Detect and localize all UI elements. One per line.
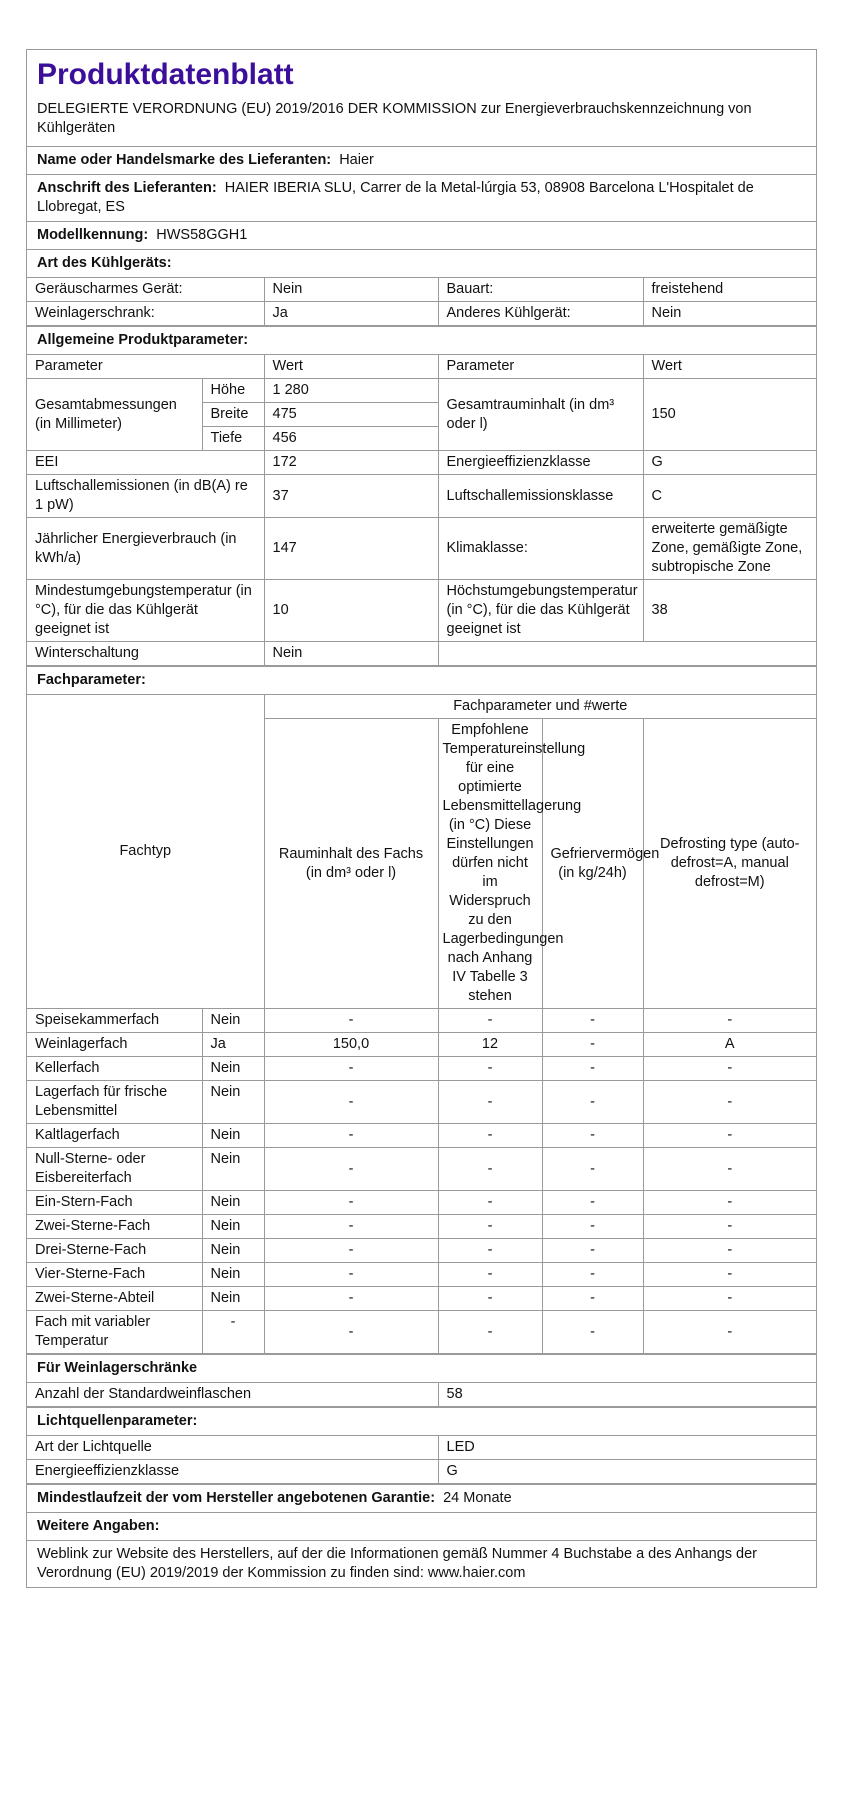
compartment-volume: - bbox=[264, 1311, 438, 1354]
height-value: 1 280 bbox=[264, 379, 438, 403]
general-header-label: Allgemeine Produktparameter: bbox=[37, 332, 249, 348]
other-appliance-value: Nein bbox=[643, 302, 816, 326]
compartment-name: Null-Sterne- oder Eisbereiterfach bbox=[27, 1148, 202, 1191]
compartment-defrost: - bbox=[643, 1057, 816, 1081]
address-row bbox=[27, 175, 816, 222]
table-row bbox=[27, 580, 816, 642]
min-temp-value: 10 bbox=[264, 580, 438, 642]
table-row bbox=[27, 1311, 816, 1354]
wine-cabinet-value: Ja bbox=[264, 302, 438, 326]
table-row bbox=[27, 302, 816, 326]
page-title: Produktdatenblatt bbox=[37, 58, 294, 91]
max-temp-label: Höchstumgebungstemperatur (in °C), für die das Kühlgerät geeignet ist bbox=[438, 580, 643, 642]
col-parameter: Parameter bbox=[438, 355, 643, 379]
compartment-name: Zwei-Sterne-Fach bbox=[27, 1215, 202, 1239]
other-appliance-label: Anderes Kühlgerät: bbox=[438, 302, 643, 326]
compartment-name: Speisekammerfach bbox=[27, 1009, 202, 1033]
eei-value: 172 bbox=[264, 451, 438, 475]
compartment-present: Nein bbox=[202, 1263, 264, 1287]
table-row bbox=[27, 451, 816, 475]
regulation-subtitle: DELEGIERTE VERORDNUNG (EU) 2019/2016 DER KOMMISSION zur Energieverbrauchskennzeichnung von Kühlgeräten bbox=[37, 101, 752, 136]
compartment-present: Nein bbox=[202, 1287, 264, 1311]
compartment-defrost: - bbox=[643, 1191, 816, 1215]
energy-label: Jährlicher Energieverbrauch (in kWh/a) bbox=[27, 518, 264, 580]
compartment-defrost: - bbox=[643, 1215, 816, 1239]
max-temp-value: 38 bbox=[643, 580, 816, 642]
compartment-freeze: - bbox=[542, 1057, 643, 1081]
address-label: Anschrift des Lieferanten: bbox=[37, 180, 217, 196]
compartment-temp: - bbox=[438, 1081, 542, 1124]
sheet-header bbox=[27, 50, 816, 147]
noise-class-label: Luftschallemissionsklasse bbox=[438, 475, 643, 518]
table-row bbox=[27, 1287, 816, 1311]
compartment-temp: - bbox=[438, 1057, 542, 1081]
address-value: HAIER IBERIA SLU, Carrer de la Metal-lúrgia 53, 08908 Barcelona L'Hospitalet de Llobregat, ES bbox=[37, 180, 754, 215]
compartment-present: Nein bbox=[202, 1009, 264, 1033]
light-class-value: G bbox=[438, 1460, 816, 1484]
compartment-volume: - bbox=[264, 1009, 438, 1033]
col-recommended-temp: Empfohlene Temperatureinstellung für eine optimierte Lebensmittellagerung (in °C) Diese Einstellungen dürfen nicht im Widerspruch zu den Lagerbedingungen nach Anhang IV Tabelle 3 stehen bbox=[438, 719, 542, 1009]
compartment-freeze: - bbox=[542, 1148, 643, 1191]
compartment-name: Zwei-Sterne-Abteil bbox=[27, 1287, 202, 1311]
compartment-freeze: - bbox=[542, 1215, 643, 1239]
compartment-defrost: - bbox=[643, 1263, 816, 1287]
col-defrosting-type: Defrosting type (auto-defrost=A, manual defrost=M) bbox=[643, 719, 816, 1009]
compartment-freeze: - bbox=[542, 1263, 643, 1287]
compartment-defrost: - bbox=[643, 1239, 816, 1263]
col-value: Wert bbox=[643, 355, 816, 379]
table-row bbox=[27, 1057, 816, 1081]
compartment-present: Ja bbox=[202, 1033, 264, 1057]
compartment-freeze: - bbox=[542, 1009, 643, 1033]
table-row bbox=[27, 1383, 816, 1407]
eei-label: EEI bbox=[27, 451, 264, 475]
more-info-text: Weblink zur Website des Herstellers, auf der die Informationen gemäß Nummer 4 Buchstabe a des Anhangs der Verordnung (EU) 2019/2019 der Kommission zu finden sind: www.haier.com bbox=[37, 1546, 757, 1581]
compartment-present: Nein bbox=[202, 1148, 264, 1191]
more-header bbox=[27, 1513, 816, 1541]
light-type-value: LED bbox=[438, 1436, 816, 1460]
compartment-temp: - bbox=[438, 1311, 542, 1354]
model-row bbox=[27, 222, 816, 250]
table-row bbox=[27, 1263, 816, 1287]
compartment-temp: - bbox=[438, 1191, 542, 1215]
more-info bbox=[27, 1541, 816, 1587]
table-row bbox=[27, 1009, 816, 1033]
table-row bbox=[27, 355, 816, 379]
energy-class-value: G bbox=[643, 451, 816, 475]
winter-label: Winterschaltung bbox=[27, 642, 264, 666]
table-row bbox=[27, 1460, 816, 1484]
table-row bbox=[27, 475, 816, 518]
noise-class-value: C bbox=[643, 475, 816, 518]
depth-label: Tiefe bbox=[202, 427, 264, 451]
width-label: Breite bbox=[202, 403, 264, 427]
compartment-volume: - bbox=[264, 1057, 438, 1081]
compartment-defrost: - bbox=[643, 1081, 816, 1124]
compartment-defrost: - bbox=[643, 1009, 816, 1033]
type-table bbox=[27, 278, 816, 326]
dims-label: Gesamtabmessungen (in Millimeter) bbox=[27, 379, 202, 451]
energy-class-label: Energieeffizienzklasse bbox=[438, 451, 643, 475]
col-value: Wert bbox=[264, 355, 438, 379]
more-header-label: Weitere Angaben: bbox=[37, 1518, 160, 1534]
compartment-volume: - bbox=[264, 1239, 438, 1263]
compartment-temp: - bbox=[438, 1009, 542, 1033]
compartment-volume: - bbox=[264, 1124, 438, 1148]
supplier-label: Name oder Handelsmarke des Lieferanten: bbox=[37, 152, 332, 168]
compartment-defrost: - bbox=[643, 1148, 816, 1191]
compartment-temp: - bbox=[438, 1148, 542, 1191]
compartment-present: Nein bbox=[202, 1239, 264, 1263]
wine-table bbox=[27, 1383, 816, 1407]
table-row bbox=[27, 1215, 816, 1239]
compartment-volume: - bbox=[264, 1287, 438, 1311]
compartment-temp: - bbox=[438, 1287, 542, 1311]
col-group: Fachparameter und #werte bbox=[264, 695, 816, 719]
compartment-present: Nein bbox=[202, 1191, 264, 1215]
table-row bbox=[27, 278, 816, 302]
compartment-volume: 150,0 bbox=[264, 1033, 438, 1057]
min-temp-label: Mindestumgebungstemperatur (in °C), für die das Kühlgerät geeignet ist bbox=[27, 580, 264, 642]
wine-header-label: Für Weinlagerschränke bbox=[37, 1360, 198, 1376]
table-row bbox=[27, 1081, 816, 1124]
warranty-label: Mindestlaufzeit der vom Hersteller angebotenen Garantie: bbox=[37, 1490, 436, 1506]
climate-value: erweiterte gemäßigte Zone, gemäßigte Zone, subtropische Zone bbox=[643, 518, 816, 580]
energy-value: 147 bbox=[264, 518, 438, 580]
compartment-freeze: - bbox=[542, 1311, 643, 1354]
compartment-volume: - bbox=[264, 1215, 438, 1239]
compartment-present: - bbox=[202, 1311, 264, 1354]
compartment-name: Kellerfach bbox=[27, 1057, 202, 1081]
table-row bbox=[27, 1148, 816, 1191]
volume-value: 150 bbox=[643, 379, 816, 451]
volume-label: Gesamtrauminhalt (in dm³ oder l) bbox=[438, 379, 643, 451]
table-row bbox=[27, 379, 816, 403]
compartment-defrost: - bbox=[643, 1311, 816, 1354]
empty-cell bbox=[438, 642, 816, 666]
compartment-freeze: - bbox=[542, 1081, 643, 1124]
compartment-name: Lagerfach für frische Lebensmittel bbox=[27, 1081, 202, 1124]
noise-label: Luftschallemissionen (in dB(A) re 1 pW) bbox=[27, 475, 264, 518]
col-freezing-capacity: Gefriervermögen (in kg/24h) bbox=[542, 719, 643, 1009]
compartment-present: Nein bbox=[202, 1057, 264, 1081]
supplier-value: Haier bbox=[339, 152, 374, 168]
compartment-volume: - bbox=[264, 1263, 438, 1287]
table-row bbox=[27, 642, 816, 666]
warranty-row bbox=[27, 1484, 816, 1513]
compartment-volume: - bbox=[264, 1148, 438, 1191]
model-value: HWS58GGH1 bbox=[156, 227, 248, 243]
compartment-defrost: - bbox=[643, 1124, 816, 1148]
compartment-defrost: - bbox=[643, 1287, 816, 1311]
supplier-row bbox=[27, 147, 816, 175]
compartment-name: Weinlagerfach bbox=[27, 1033, 202, 1057]
col-parameter: Parameter bbox=[27, 355, 264, 379]
compartment-freeze: - bbox=[542, 1287, 643, 1311]
wine-cabinet-label: Weinlagerschrank: bbox=[27, 302, 264, 326]
compartment-temp: - bbox=[438, 1215, 542, 1239]
height-label: Höhe bbox=[202, 379, 264, 403]
compartment-volume: - bbox=[264, 1081, 438, 1124]
compartment-freeze: - bbox=[542, 1191, 643, 1215]
compartment-rows bbox=[27, 1009, 816, 1354]
compartment-header bbox=[27, 666, 816, 695]
bottle-count-label: Anzahl der Standardweinflaschen bbox=[27, 1383, 438, 1407]
compartment-name: Kaltlagerfach bbox=[27, 1124, 202, 1148]
compartment-freeze: - bbox=[542, 1239, 643, 1263]
light-type-label: Art der Lichtquelle bbox=[27, 1436, 438, 1460]
compartment-freeze: - bbox=[542, 1124, 643, 1148]
compartment-temp: - bbox=[438, 1263, 542, 1287]
col-compartment-type: Fachtyp bbox=[27, 695, 264, 1009]
noise-device-label: Geräuscharmes Gerät: bbox=[27, 278, 264, 302]
type-header bbox=[27, 250, 816, 278]
noise-value: 37 bbox=[264, 475, 438, 518]
compartment-freeze: - bbox=[542, 1033, 643, 1057]
warranty-value: 24 Monate bbox=[443, 1490, 512, 1506]
table-row bbox=[27, 518, 816, 580]
table-row bbox=[27, 1436, 816, 1460]
table-row bbox=[27, 695, 816, 719]
model-label: Modellkennung: bbox=[37, 227, 149, 243]
product-data-sheet bbox=[26, 49, 817, 1588]
compartment-name: Ein-Stern-Fach bbox=[27, 1191, 202, 1215]
light-table bbox=[27, 1436, 816, 1484]
table-row bbox=[27, 1239, 816, 1263]
climate-label: Klimaklasse: bbox=[438, 518, 643, 580]
construction-value: freistehend bbox=[643, 278, 816, 302]
light-header bbox=[27, 1407, 816, 1436]
compartment-name: Drei-Sterne-Fach bbox=[27, 1239, 202, 1263]
compartment-temp: 12 bbox=[438, 1033, 542, 1057]
light-header-label: Lichtquellenparameter: bbox=[37, 1413, 198, 1429]
noise-device-value: Nein bbox=[264, 278, 438, 302]
compartment-volume: - bbox=[264, 1191, 438, 1215]
winter-value: Nein bbox=[264, 642, 438, 666]
compartment-temp: - bbox=[438, 1239, 542, 1263]
table-row bbox=[27, 1124, 816, 1148]
compartment-header-label: Fachparameter: bbox=[37, 672, 146, 688]
compartment-name: Vier-Sterne-Fach bbox=[27, 1263, 202, 1287]
compartment-present: Nein bbox=[202, 1215, 264, 1239]
depth-value: 456 bbox=[264, 427, 438, 451]
compartment-present: Nein bbox=[202, 1081, 264, 1124]
compartment-name: Fach mit variabler Temperatur bbox=[27, 1311, 202, 1354]
table-row bbox=[27, 1191, 816, 1215]
general-header bbox=[27, 326, 816, 355]
compartment-present: Nein bbox=[202, 1124, 264, 1148]
bottle-count-value: 58 bbox=[438, 1383, 816, 1407]
wine-header bbox=[27, 1354, 816, 1383]
table-row bbox=[27, 1033, 816, 1057]
light-class-label: Energieeffizienzklasse bbox=[27, 1460, 438, 1484]
type-header-label: Art des Kühlgeräts: bbox=[37, 255, 172, 271]
col-volume: Rauminhalt des Fachs (in dm³ oder l) bbox=[264, 719, 438, 1009]
construction-label: Bauart: bbox=[438, 278, 643, 302]
compartment-temp: - bbox=[438, 1124, 542, 1148]
compartment-table bbox=[27, 695, 816, 1354]
width-value: 475 bbox=[264, 403, 438, 427]
general-table bbox=[27, 355, 816, 666]
compartment-defrost: A bbox=[643, 1033, 816, 1057]
